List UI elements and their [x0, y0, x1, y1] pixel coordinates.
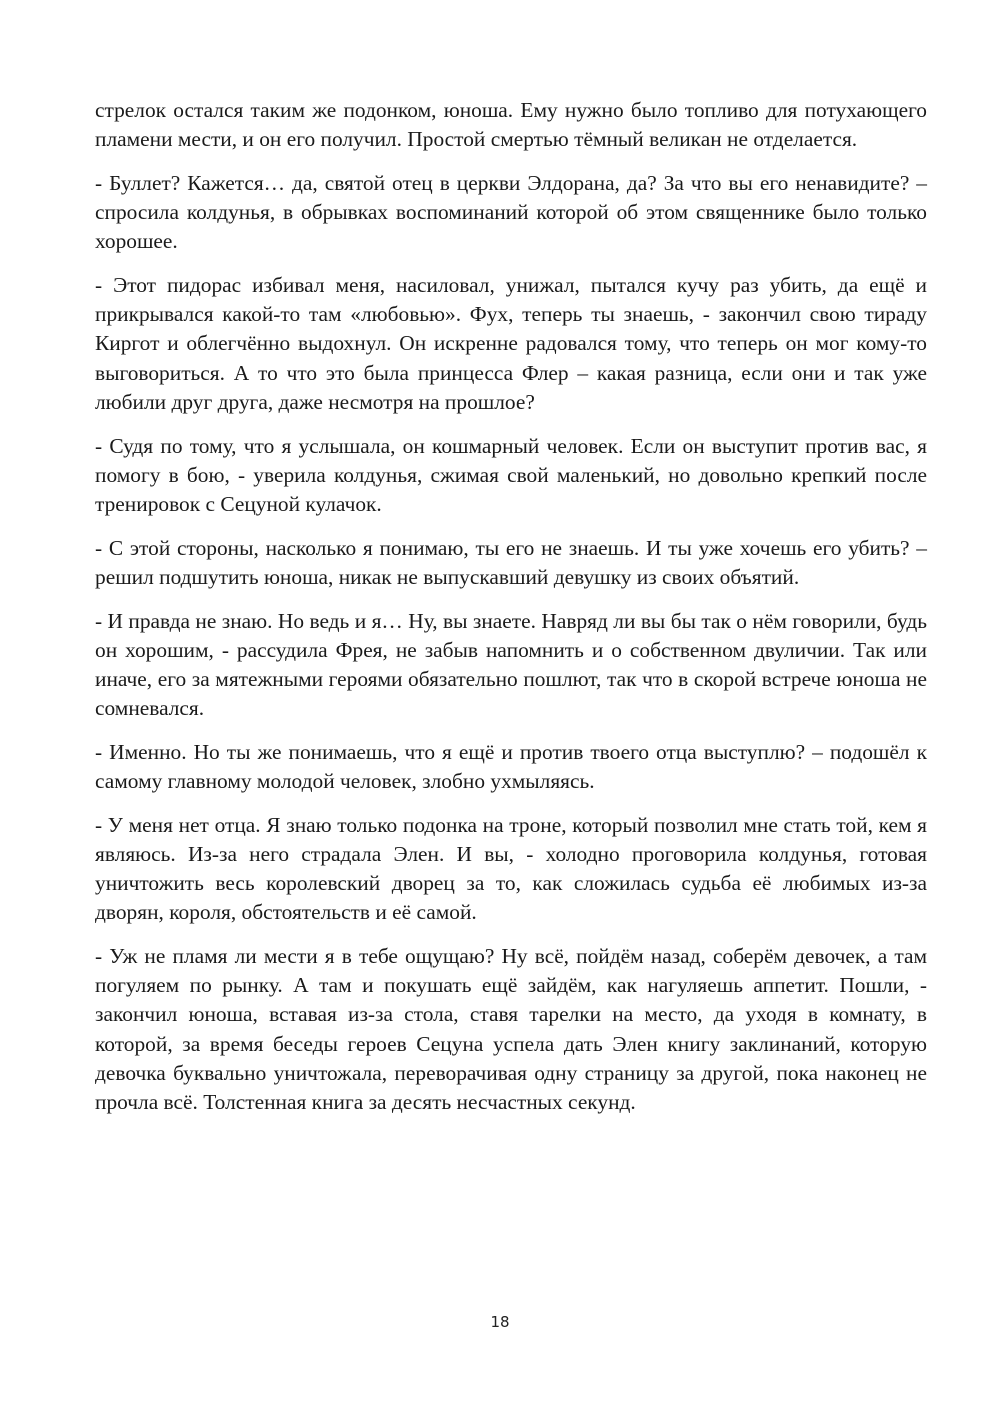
page-number: 18	[490, 1313, 510, 1331]
paragraph-2: - Буллет? Кажется… да, святой отец в церкви Элдорана, да? За что вы его ненавидите? – спросила колдунья, в обрывках воспоминаний которой об этом священнике было только хорошее.	[95, 170, 927, 254]
paragraph-7: - Именно. Но ты же понимаешь, что я ещё и против твоего отца выступлю? – подошёл к самому главному молодой человек, злобно ухмыляясь.	[95, 739, 927, 794]
paragraph-5: - С этой стороны, насколько я понимаю, ты его не знаешь. И ты уже хочешь его убить? – решил подшутить юноша, никак не выпускавший девушку из своих объятий.	[95, 535, 927, 589]
paragraph-1: стрелок остался таким же подонком, юноша. Ему нужно было топливо для потухающего пламени мести, и он его получил. Простой смертью тёмный великан не отделается.	[95, 98, 927, 152]
document-page	[95, 96, 927, 1132]
paragraph-6: - И правда не знаю. Но ведь и я… Ну, вы знаете. Навряд ли вы бы так о нём говорили, будь он хорошим, - рассудила Фрея, не забыв напомнить и о собственном двуличии. Так или иначе, его за мятежными героями обязательно пошлют, так что в скорой встрече юноша не сомневался.	[95, 608, 927, 721]
paragraph-8: - У меня нет отца. Я знаю только подонка на троне, который позволил мне стать той, кем я являюсь. Из-за него страдала Элен. И вы, - холодно проговорила колдунья, готовая уничтожить весь королевский дворец за то, как сложилась судьба её любимых из-за дворян, короля, обстоятельств и её самой.	[95, 812, 927, 925]
paragraph-9: - Уж не пламя ли мести я в тебе ощущаю? Ну всё, пойдём назад, соберём девочек, а там погуляем по рынку. А там и покушать ещё зайдём, как нагуляешь аппетит. Пошли, - закончил юноша, вставая из-за стола, ставя тарелки на место, да уходя в комнату, в которой, за время беседы героев Сецуна успела дать Элен книгу заклинаний, которую девочка буквально уничтожала, переворачивая одну страницу за другой, пока наконец не прочла всё. Толстенная книга за десять несчастных секунд.	[95, 944, 927, 1115]
paragraph-4: - Судя по тому, что я услышала, он кошмарный человек. Если он выступит против вас, я помогу в бою, - уверила колдунья, сжимая свой маленький, но довольно крепкий после тренировок с Сецуной кулачок.	[95, 433, 927, 516]
paragraph-3: - Этот пидорас избивал меня, насиловал, унижал, пытался кучу раз убить, да ещё и прикрывался какой-то там «любовью». Фух, теперь ты знаешь, - закончил свою тираду Киргот и облегчённо выдохнул. Он искренне радовался тому, что теперь он мог кому-то выговориться. А то что это была принцесса Флер – какая разница, если они и так уже любили друг друга, даже несмотря на прошлое?	[95, 273, 927, 414]
